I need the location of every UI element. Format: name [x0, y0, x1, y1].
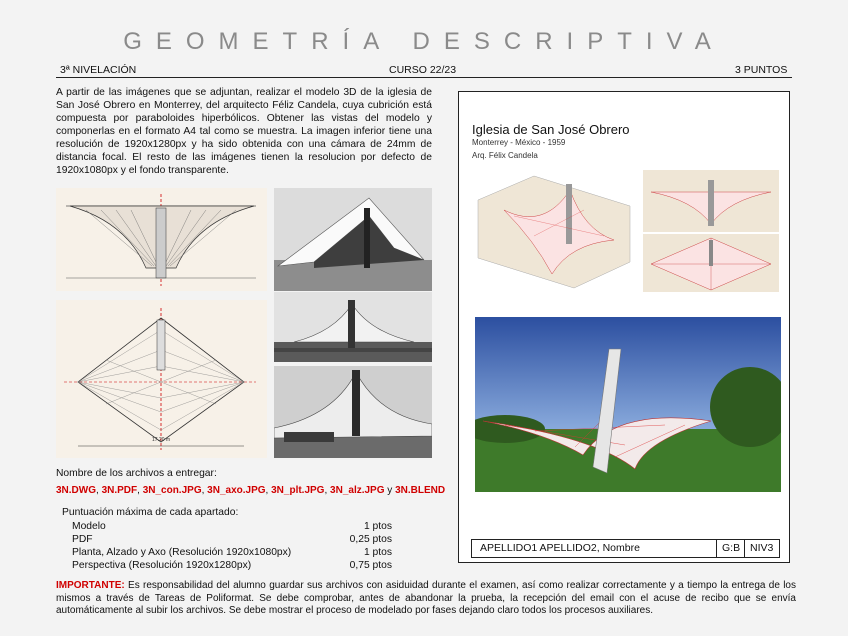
sheet-elevation-render	[643, 170, 779, 232]
scoring-item: Modelo	[72, 521, 106, 532]
points-label: 3 PUNTOS	[735, 64, 788, 76]
file-blend: 3N.BLEND	[395, 485, 446, 496]
header-rule	[56, 77, 792, 78]
scoring-pts: 1 ptos	[363, 547, 392, 558]
sheet-perspective-render	[475, 317, 781, 492]
file-con: 3N_con.JPG	[142, 485, 202, 496]
scoring-row	[72, 547, 392, 558]
scoring-row	[72, 521, 392, 532]
scoring-item: PDF	[72, 534, 93, 545]
files-connector: y	[387, 485, 393, 496]
file-axo: 3N_axo.JPG	[207, 485, 266, 496]
files-list: 3N.DWG, 3N.PDF, 3N_con.JPG, 3N_axo.JPG, 3N_plt.JPG, 3N_alz.JPG y 3N.BLEND	[56, 485, 446, 496]
file-plt: 3N_plt.JPG	[271, 485, 325, 496]
plan-dimension-label: 17.20 m	[152, 437, 171, 443]
important-text: Es responsabilidad del alumno guardar sus archivos con asiduidad durante el examen, así como realizar correctamente y a tiempo la entrega de los mismos a través de Tareas de Poliformat. Se debe comprobar, antes de abandonar la prueba, la recepción del email con el acuse de recibo que se envía automáticamente al subir los archivos. Se debe mostrar el proceso de modelado por fases dejando claro todos los procesos auxiliares.	[56, 580, 796, 616]
plan-drawing	[56, 300, 267, 458]
file-alz: 3N_alz.JPG	[330, 485, 385, 496]
scoring-item: Perspectiva (Resolución 1920x1280px)	[72, 560, 252, 571]
namebar-divider	[716, 540, 717, 557]
scoring-pts: 0,25 ptos	[349, 534, 392, 545]
scoring-label: Puntuación máxima de cada apartado:	[62, 507, 239, 518]
namebar-divider	[744, 540, 745, 557]
name-field-bar	[471, 539, 780, 558]
scoring-item: Planta, Alzado y Axo (Resolución 1920x1080px)	[72, 547, 292, 558]
group-code: G:B	[722, 542, 741, 554]
scoring-row	[72, 560, 392, 571]
historic-photo-3	[274, 366, 432, 458]
important-label: IMPORTANTE:	[56, 580, 125, 591]
historic-photo-2	[274, 292, 432, 362]
sheet-architect: Arq. Félix Candela	[472, 151, 538, 160]
historic-photo-1	[274, 188, 432, 291]
scoring-pts: 1 ptos	[363, 521, 392, 532]
assignment-statement: A partir de las imágenes que se adjuntan, realizar el modelo 3D de la iglesia de San José Obrero en Monterrey, del arquitecto Féliz Candela, cuya cubrición está compuesta por paraboloides hiperbólicos. Obtener las vistas del modelo y componerlas en el formato A4 tal como se muestra. La imagen inferior tiene una resolución de 1920x1280px y ha sido obtenida con una cámara de 24mm de distancia focal. El resto de las imágenes tienen la resolucion por defecto de 1920x1080px y el fondo transparente.	[56, 87, 432, 176]
sheet-axo-render	[474, 170, 634, 292]
file-dwg: 3N.DWG	[56, 485, 96, 496]
file-pdf: 3N.PDF	[101, 485, 138, 496]
scoring-row	[72, 534, 392, 545]
level-label: 3ª NIVELACIÓN	[60, 64, 137, 76]
level-code: NIV3	[750, 542, 774, 554]
sheet-title: Iglesia de San José Obrero	[472, 122, 630, 137]
important-notice	[56, 580, 796, 618]
scoring-pts: 0,75 ptos	[349, 560, 392, 571]
student-name: APELLIDO1 APELLIDO2, Nombre	[480, 542, 640, 554]
sheet-subtitle: Monterrey - México - 1959	[472, 138, 566, 147]
page-title: GEOMETRÍA DESCRIPTIVA	[123, 28, 725, 55]
course-label: CURSO 22/23	[389, 64, 457, 76]
elevation-drawing	[56, 188, 267, 291]
files-label: Nombre de los archivos a entregar:	[56, 468, 217, 479]
sheet-plan-render	[643, 234, 779, 292]
